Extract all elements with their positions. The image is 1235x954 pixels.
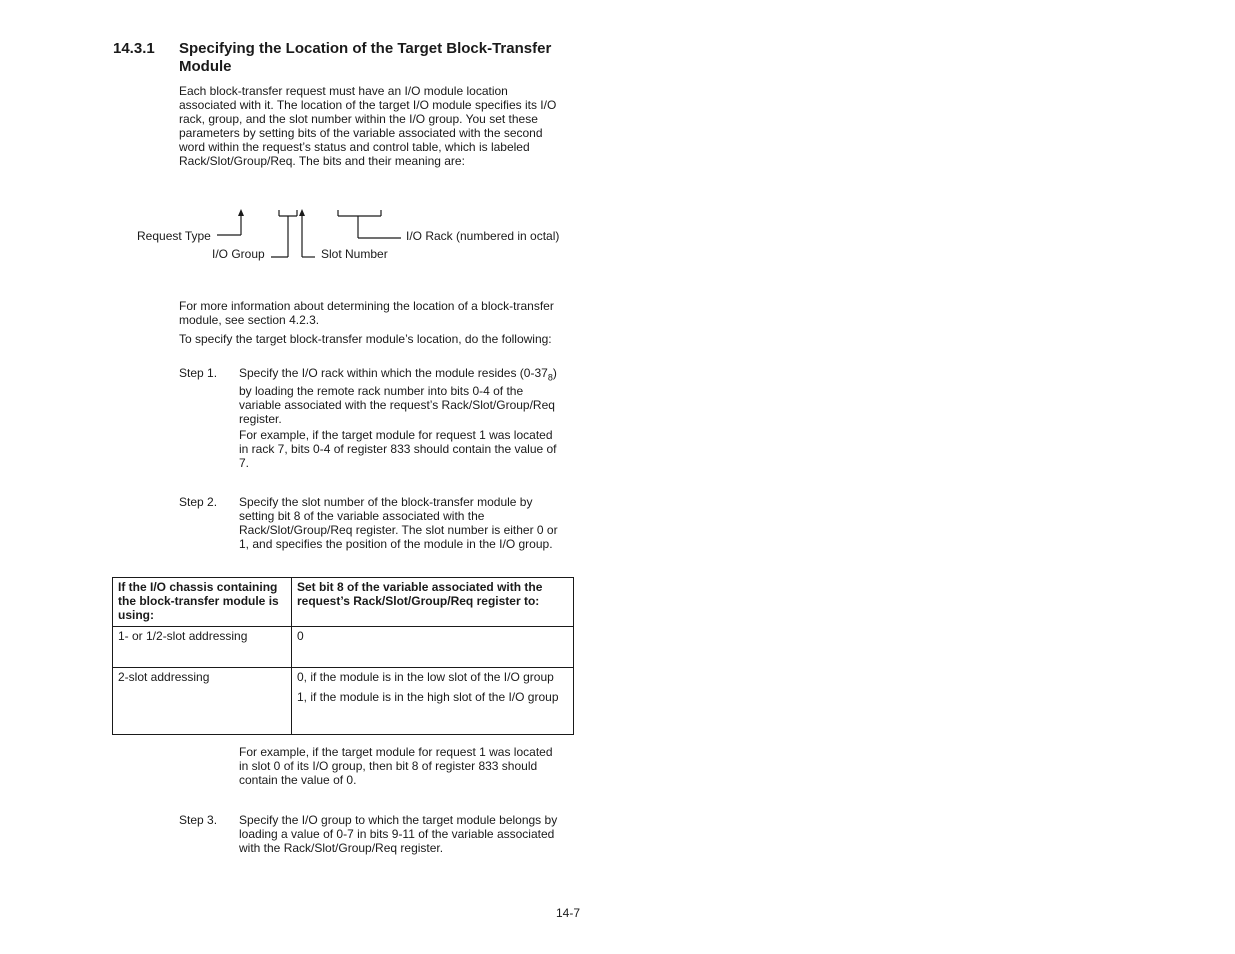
table-header-chassis: If the I/O chassis containing the block-transfer module is using:	[113, 578, 292, 627]
table-header-bit8: Set bit 8 of the variable associated with the request’s Rack/Slot/Group/Req register to:	[292, 578, 574, 627]
table-row	[113, 668, 574, 735]
more-info-paragraph: For more information about determining the location of a block-transfer module, see section 4.2.3.	[179, 299, 554, 327]
table-cell-value	[292, 627, 574, 668]
step-1-text-after: ) by loading the remote rack number into bits 0-4 of the variable associated with the request’s Rack/Slot/Group/Req register.	[239, 366, 557, 427]
bit-field-diagram	[113, 200, 583, 275]
request-type-arrow-icon	[238, 209, 244, 216]
step-2-label: Step 2.	[179, 495, 218, 509]
step-2-text: Specify the slot number of the block-transfer module by setting bit 8 of the variable associated with the Rack/Slot/Group/Req register. The slot number is either 0 or 1, and specifies the position of the module in the I/O group.	[239, 495, 558, 551]
label-slot-number: Slot Number	[321, 247, 388, 261]
table-cell-value-line: 1, if the module is in the high slot of the I/O group	[297, 690, 559, 704]
table-header-row	[113, 578, 574, 627]
table-cell-addressing: 2-slot addressing	[113, 668, 292, 735]
section-title: Specifying the Location of the Target Block-Transfer Module	[179, 40, 552, 75]
table-cell-value	[292, 668, 574, 735]
slot-number-arrow-icon	[299, 209, 305, 216]
table-cell-value-line: 0, if the module is in the low slot of the I/O group	[297, 670, 554, 684]
label-io-rack: I/O Rack (numbered in octal)	[406, 229, 560, 243]
table-cell-value-line: 0	[297, 629, 304, 643]
step-1-text	[239, 366, 564, 426]
step-1-subscript: 8	[547, 372, 553, 383]
step-1-example: For example, if the target module for request 1 was located in rack 7, bits 0-4 of register 833 should contain the value of 7.	[239, 428, 557, 470]
table-row	[113, 627, 574, 668]
step-1-text-before: Specify the I/O rack within which the module resides (0-37	[239, 366, 548, 380]
section-number: 14.3.1	[113, 40, 155, 57]
step-3-label: Step 3.	[179, 813, 218, 827]
page-number: 14-7	[556, 906, 581, 920]
step-3-text: Specify the I/O group to which the target module belongs by loading a value of 0-7 in bits 9-11 of the variable associated with the Rack/Slot/Group/Req register.	[239, 813, 558, 855]
label-request-type: Request Type	[137, 229, 211, 243]
howto-paragraph: To specify the target block-transfer module’s location, do the following:	[179, 332, 552, 346]
table-cell-addressing: 1- or 1/2-slot addressing	[113, 627, 292, 668]
step-2-example: For example, if the target module for request 1 was located in slot 0 of its I/O group, then bit 8 of register 833 should contain the value of 0.	[239, 745, 553, 787]
intro-paragraph: Each block-transfer request must have an I/O module location associated with it. The location of the target I/O module specifies its I/O rack, group, and the slot number within the I/O group. You set these parameters by setting bits of the variable associated with the second word within the request’s status and control table, which is labeled Rack/Slot/Group/Req. The bits and their meaning are:	[179, 84, 557, 168]
slot-addressing-table	[112, 577, 574, 735]
step-1-label: Step 1.	[179, 366, 218, 380]
label-io-group: I/O Group	[212, 247, 265, 261]
